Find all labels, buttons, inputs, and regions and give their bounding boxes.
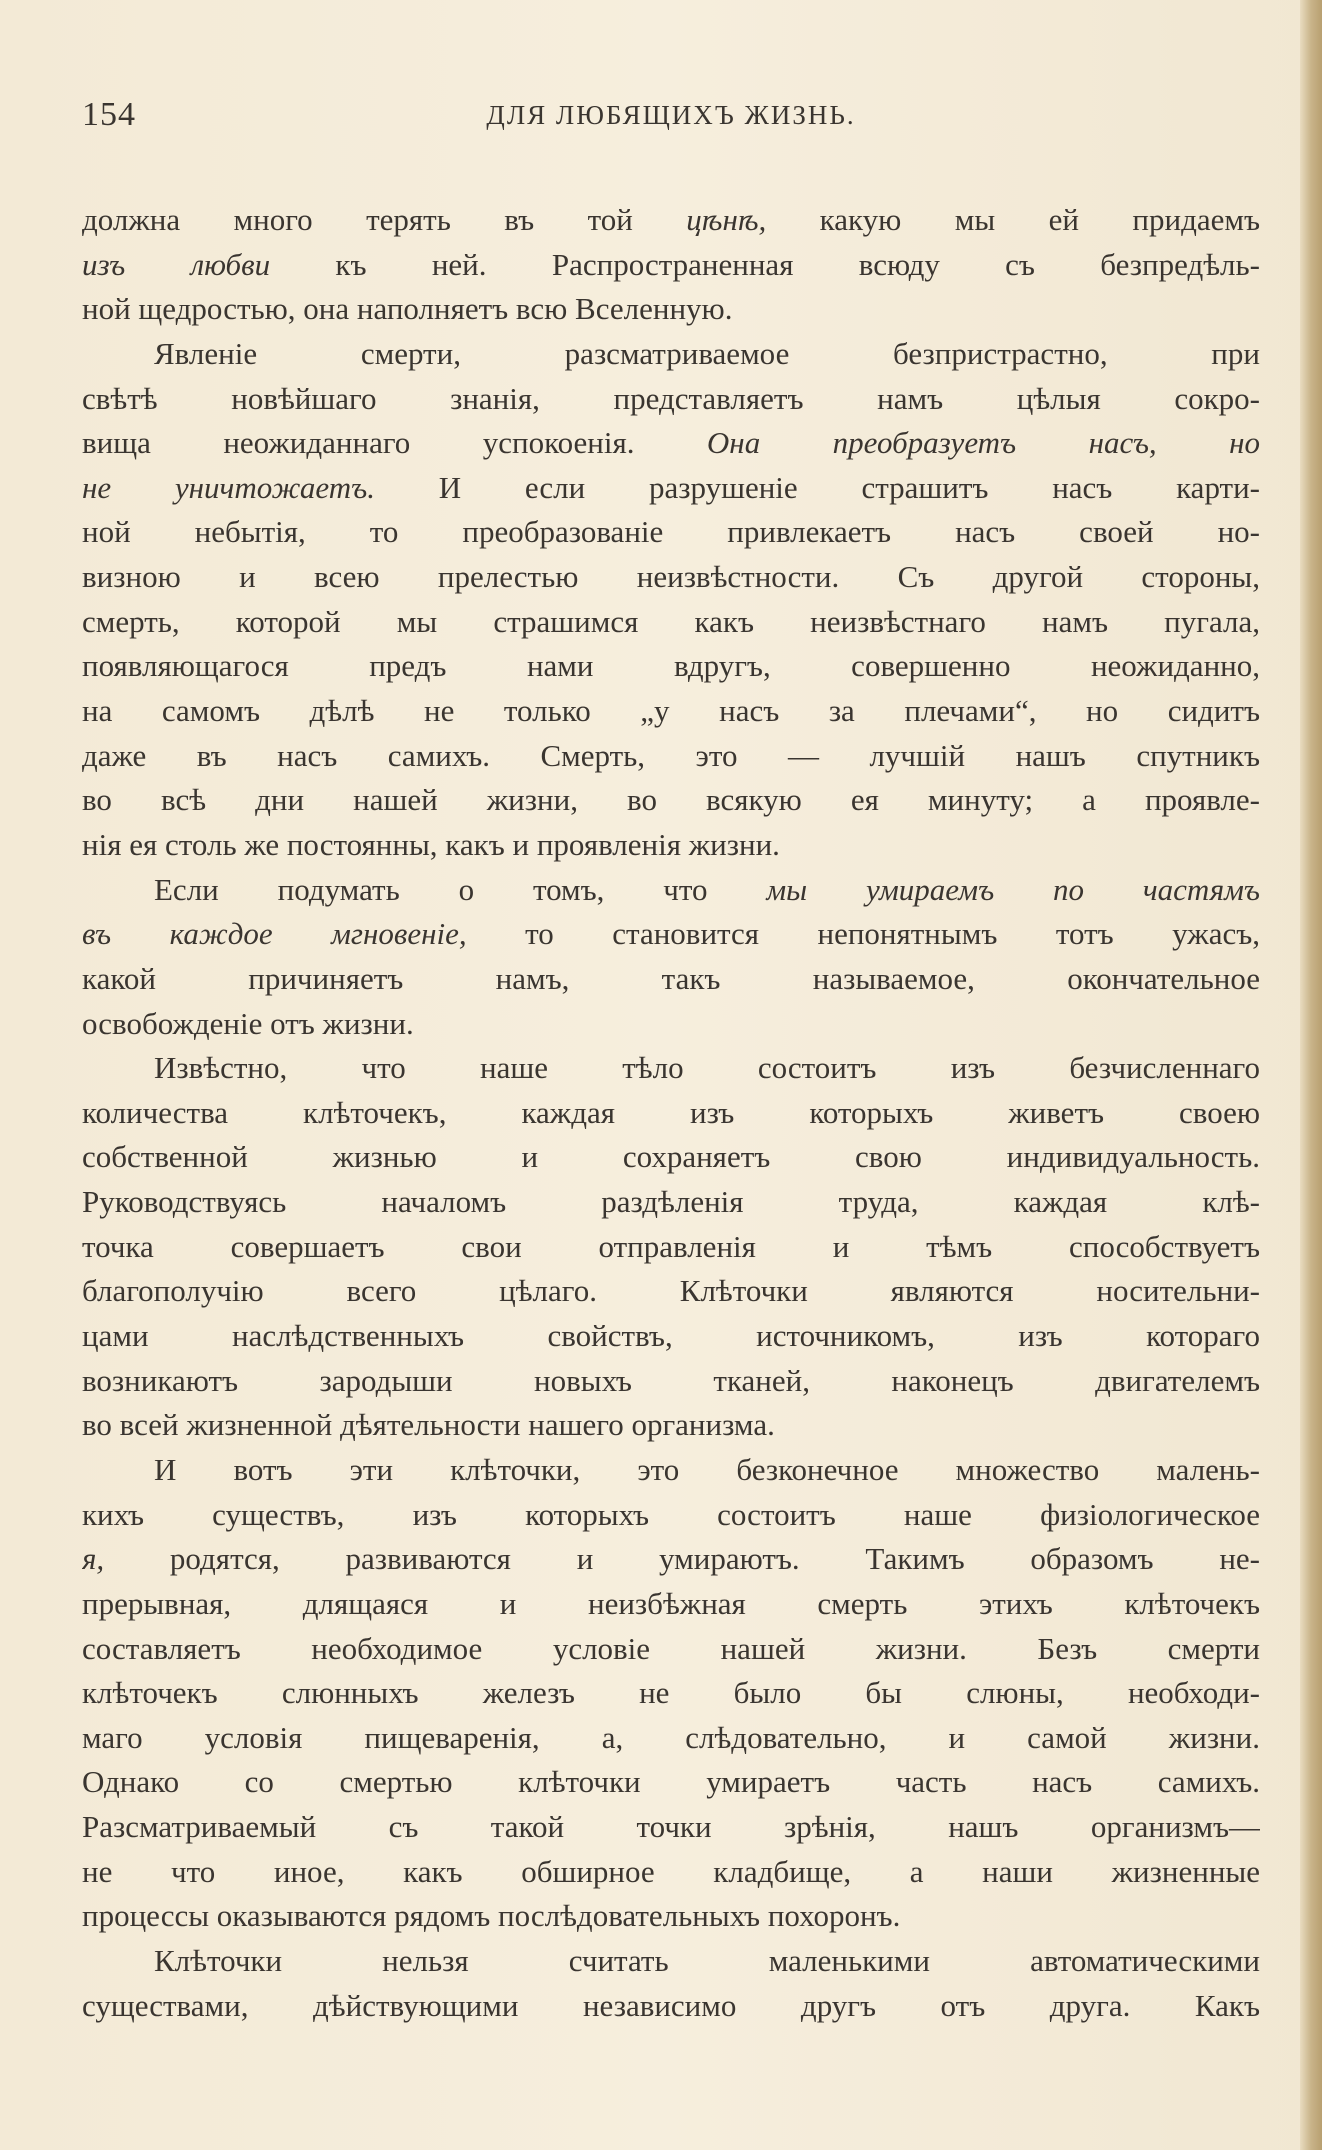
- text-line: цами наслѣдственныхъ свойствъ, источникомъ, изъ котораго: [82, 1318, 1260, 1354]
- text-line: точка совершаетъ свои отправленія и тѣмъ способствуетъ: [82, 1228, 1260, 1264]
- text-line: кихъ существъ, изъ которыхъ состоитъ наше физіологическое: [82, 1496, 1260, 1532]
- text-line: Клѣточки нельзя считать маленькими автоматическими: [154, 1942, 1260, 1978]
- text-line: Если подумать о томъ, что мы умираемъ по частямъ: [154, 871, 1260, 907]
- text-line: Разсматриваемый съ такой точки зрѣнія, нашъ организмъ—: [82, 1809, 1260, 1845]
- text-line: изъ любви къ ней. Распространенная всюду съ безпредѣль-: [82, 246, 1260, 282]
- running-title: ДЛЯ ЛЮБЯЩИХЪ ЖИЗНЬ.: [486, 100, 856, 130]
- text-line: благополучію всего цѣлаго. Клѣточки являются носительни-: [82, 1273, 1260, 1309]
- text-line: смерть, которой мы страшимся какъ неизвѣстнаго намъ пугала,: [82, 603, 1260, 639]
- text-line: Явленіе смерти, разсматриваемое безпристрастно, при: [154, 335, 1260, 371]
- text-line: Руководствуясь началомъ раздѣленія труда, каждая клѣ-: [82, 1184, 1260, 1220]
- text-line: не что иное, какъ обширное кладбище, а наши жизненные: [82, 1853, 1260, 1889]
- text-line: нія ея столь же постоянны, какъ и проявленія жизни.: [82, 826, 780, 862]
- text-line: не уничтожаетъ. И если разрушеніе страшитъ насъ карти-: [82, 469, 1260, 505]
- text-line: Извѣстно, что наше тѣло состоитъ изъ безчисленнаго: [154, 1050, 1260, 1086]
- text-line: должна много терять въ той цѣнѣ, какую мы ей придаемъ: [82, 202, 1260, 237]
- text-line: я, родятся, развиваются и умираютъ. Такимъ образомъ не-: [82, 1541, 1260, 1577]
- text-line: клѣточекъ слюнныхъ железъ не было бы слюны, необходи-: [82, 1675, 1260, 1711]
- text-line: Однако со смертью клѣточки умираетъ часть насъ самихъ.: [82, 1764, 1260, 1800]
- text-line: во всей жизненной дѣятельности нашего организма.: [82, 1407, 775, 1443]
- page-number: 154: [82, 96, 136, 133]
- text-line: появляющагося предъ нами вдругъ, совершенно неожиданно,: [82, 648, 1260, 684]
- text-line: ной щедростью, она наполняетъ всю Вселенную.: [82, 291, 733, 327]
- page-header: [82, 96, 1260, 146]
- text-line: визною и всею прелестью неизвѣстности. Съ другой стороны,: [82, 559, 1260, 595]
- text-line: свѣтѣ новѣйшаго знанія, представляетъ намъ цѣлыя сокро-: [82, 380, 1260, 416]
- text-line: количества клѣточекъ, каждая изъ которыхъ живетъ своею: [82, 1094, 1260, 1130]
- text-line: возникаютъ зародыши новыхъ тканей, наконецъ двигателемъ: [82, 1362, 1260, 1398]
- text-line: маго условія пищеваренія, а, слѣдовательно, и самой жизни.: [82, 1719, 1260, 1755]
- text-line: существами, дѣйствующими независимо другъ отъ друга. Какъ: [82, 1987, 1260, 2023]
- text-line: въ каждое мгновеніе, то становится непонятнымъ тотъ ужасъ,: [82, 916, 1260, 952]
- text-line: какой причиняетъ намъ, такъ называемое, окончательное: [82, 960, 1260, 996]
- text-line: составляетъ необходимое условіе нашей жизни. Безъ смерти: [82, 1630, 1260, 1666]
- text-line: освобожденіе отъ жизни.: [82, 1005, 414, 1041]
- text-line: ной небытія, то преобразованіе привлекаетъ насъ своей но-: [82, 514, 1260, 550]
- text-line: И вотъ эти клѣточки, это безконечное множество малень-: [154, 1451, 1260, 1487]
- text-line: вища неожиданнаго успокоенія. Она преобразуетъ насъ, но: [82, 425, 1260, 461]
- text-line: даже въ насъ самихъ. Смерть, это — лучшій нашъ спутникъ: [82, 737, 1260, 773]
- text-line: на самомъ дѣлѣ не только „у насъ за плечами“, но сидитъ: [82, 693, 1260, 729]
- text-line: собственной жизнью и сохраняетъ свою индивидуальность.: [82, 1139, 1260, 1175]
- body-text: [82, 198, 1260, 2028]
- text-line: во всѣ дни нашей жизни, во всякую ея минуту; а проявле-: [82, 782, 1260, 818]
- text-line: процессы оказываются рядомъ послѣдовательныхъ похоронъ.: [82, 1898, 901, 1934]
- book-spine-edge: [1300, 0, 1322, 2150]
- text-line: прерывная, длящаяся и неизбѣжная смерть этихъ клѣточекъ: [82, 1585, 1260, 1621]
